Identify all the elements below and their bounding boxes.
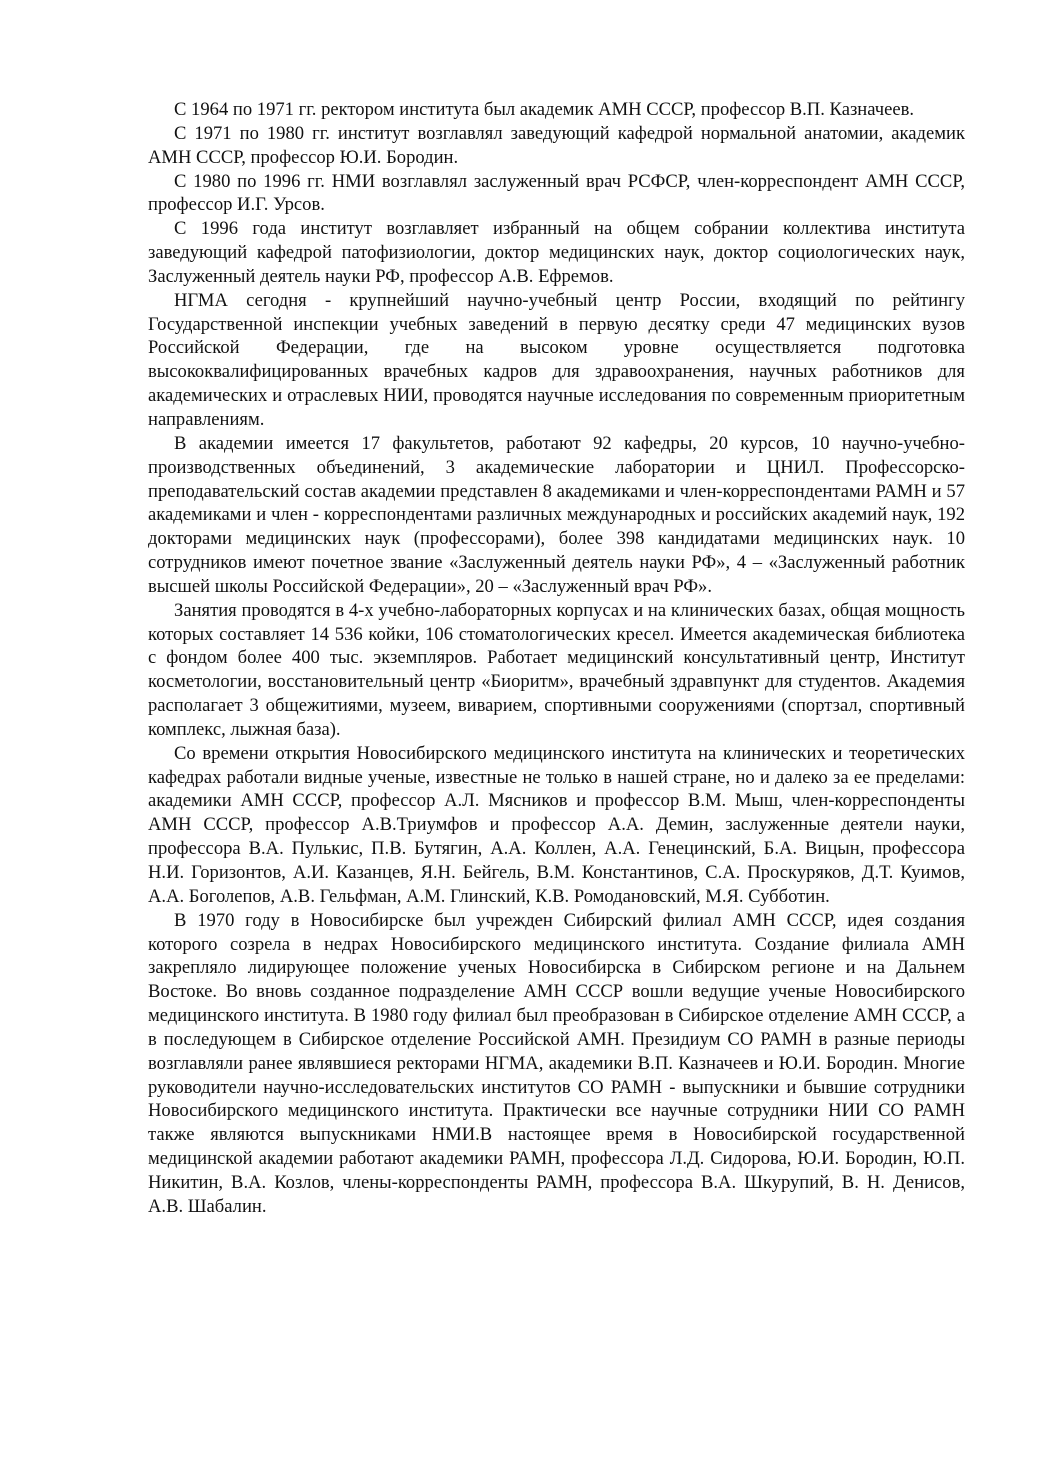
- document-body: [148, 98, 965, 1219]
- paragraph-scientists: Со времени открытия Новосибирского медицинского института на клинических и теоретических кафедрах работали видные ученые, известные не только в нашей стране, но и далеко за ее пределами: академики АМН СССР, профессор А.Л. Мясников и профессор В.М. Мыш, член-корреспонденты АМН СССР, профессор А.В.Триумфов и профессор А.А. Демин, заслуженные деятели науки, профессора В.А. Пулькис, П.В. Бутягин, А.А. Коллен, А.А. Генецинский, Б.А. Вицын, профессора Н.И. Горизонтов, А.И. Казанцев, Я.Н. Бейгель, В.М. Константинов, С.А. Проскуряков, Д.Т. Куимов, А.А. Боголепов, А.В. Гельфман, А.М. Глинский, К.В. Ромодановский, М.Я. Субботин.: [148, 742, 965, 907]
- paragraph-facilities: Занятия проводятся в 4-х учебно-лабораторных корпусах и на клинических базах, общая мощность которых составляет 14 536 койки, 106 стоматологических кресел. Имеется академическая библиотека с фондом более 400 тыс. экземпляров. Работает медицинский консультативный центр, Институт косметологии, восстановительный центр «Биоритм», врачебный здравпункт для студентов. Академия располагает 3 общежитиями, музеем, виварием, спортивными сооружениями (спортзал, спортивный комплекс, лыжная база).: [148, 599, 965, 740]
- paragraph-rector-1980: С 1980 по 1996 гг. НМИ возглавлял заслуженный врач РСФСР, член-корреспондент АМН СССР, профессор И.Г. Урсов.: [148, 170, 965, 216]
- paragraph-siberian-branch: В 1970 году в Новосибирске был учрежден Сибирский филиал АМН СССР, идея создания которого созрела в недрах Новосибирского медицинского института. Создание филиала АМН закрепляло лидирующее положение ученых Новосибирска в Сибирском регионе и на Дальнем Востоке. Во вновь созданное подразделение АМН СССР вошли ведущие ученые Новосибирского медицинского института. В 1980 году филиал был преобразован в Сибирское отделение АМН СССР, а в последующем в Сибирское отделение Российской АМН. Президиум СО РАМН в разные периоды возглавляли ранее являвшиеся ректорами НГМА, академики В.П. Казначеев и Ю.И. Бородин. Многие руководители научно-исследовательских институтов СО РАМН - выпускники и бывшие сотрудники Новосибирского медицинского института. Практически все научные сотрудники НИИ СО РАМН также являются выпускниками НМИ.В настоящее время в Новосибирской государственной медицинской академии работают академики РАМН, профессора Л.Д. Сидорова, Ю.И. Бородин, Ю.П. Никитин, В.А. Козлов, члены-корреспонденты РАМН, профессора В.А. Шкурупий, В. Н. Денисов, А.В. Шабалин.: [148, 909, 965, 1217]
- paragraph-ngma-today: НГМА сегодня - крупнейший научно-учебный центр России, входящий по рейтингу Государственной инспекции учебных заведений в первую десятку среди 47 медицинских вузов Российской Федерации, где на высоком уровне осуществляется подготовка высококвалифицированных врачебных кадров для здравоохранения, научных работников для академических и отраслевых НИИ, проводятся научные исследования по современным приоритетным направлениям.: [148, 289, 965, 430]
- paragraph-rector-1971: С 1971 по 1980 гг. институт возглавлял заведующий кафедрой нормальной анатомии, академик АМН СССР, профессор Ю.И. Бородин.: [148, 122, 965, 168]
- paragraph-rector-1964: С 1964 по 1971 гг. ректором института был академик АМН СССР, профессор В.П. Казначеев.: [174, 99, 915, 120]
- paragraph-faculties: В академии имеется 17 факультетов, работают 92 кафедры, 20 курсов, 10 научно-учебно-производственных объединений, 3 академические лаборатории и ЦНИЛ. Профессорско-преподавательский состав академии представлен 8 академиками и член-корреспондентами РАМН и 57 академиками и член - корреспондентами различных международных и российских академий наук, 192 докторами медицинских наук (профессорами), более 398 кандидатами медицинских наук. 10 сотрудников имеют почетное звание «Заслуженный деятель науки РФ», 4 – «Заслуженный работник высшей школы Российской Федерации», 20 – «Заслуженный врач РФ».: [148, 432, 965, 597]
- paragraph-rector-1996: С 1996 года институт возглавляет избранный на общем собрании коллектива института заведующий кафедрой патофизиологии, доктор медицинских наук, доктор социологических наук, Заслуженный деятель науки РФ, профессор А.В. Ефремов.: [148, 218, 965, 287]
